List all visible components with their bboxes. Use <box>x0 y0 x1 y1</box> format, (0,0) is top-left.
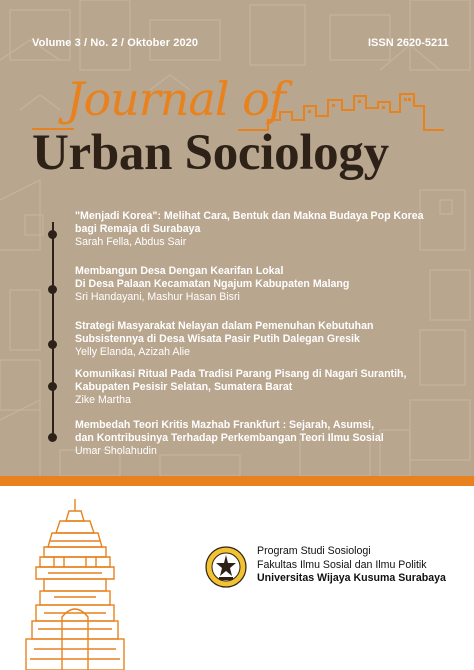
article-item[interactable] <box>75 265 455 304</box>
publisher-program: Program Studi Sosiologi <box>257 545 371 557</box>
article-title: dan Kontribusinya Terhadap Perkembangan Teori Ilmu Sosial <box>75 432 384 444</box>
article-item[interactable] <box>75 210 455 249</box>
journal-title-script: Journal of <box>66 72 285 126</box>
article-title: Di Desa Palaan Kecamatan Ngajum Kabupaten Malang <box>75 278 350 290</box>
article-title: Strategi Masyarakat Nelayan dalam Pemenuhan Kebutuhan <box>75 320 374 332</box>
article-title: "Menjadi Korea": Melihat Cara, Bentuk dan Makna Budaya Pop Korea <box>75 210 424 222</box>
issn-number: ISSN 2620-5211 <box>368 37 449 49</box>
article-bullet <box>48 230 57 239</box>
article-authors: Umar Sholahudin <box>75 445 157 457</box>
article-title: bagi Remaja di Surabaya <box>75 223 201 235</box>
article-bullet <box>48 382 57 391</box>
article-authors: Sri Handayani, Mashur Hasan Bisri <box>75 291 240 303</box>
article-title: Subsistennya di Desa Wisata Pasir Putih Dalegan Gresik <box>75 333 360 345</box>
article-title: Kabupaten Pesisir Selatan, Sumatera Barat <box>75 381 293 393</box>
publisher-university: Universitas Wijaya Kusuma Surabaya <box>257 572 446 584</box>
publisher-info <box>257 545 446 586</box>
article-title: Komunikasi Ritual Pada Tradisi Parang Pisang di Nagari Surantih, <box>75 368 407 380</box>
article-bullet <box>48 433 57 442</box>
article-timeline-line <box>52 222 54 440</box>
article-authors: Yelly Elanda, Azizah Alie <box>75 346 191 358</box>
journal-title-main: Urban Sociology <box>32 125 389 181</box>
article-item[interactable] <box>75 419 455 458</box>
article-title: Membedah Teori Kritis Mazhab Frankfurt : Sejarah, Asumsi, <box>75 419 375 431</box>
article-title: Membangun Desa Dengan Kearifan Lokal <box>75 265 284 277</box>
article-authors: Zike Martha <box>75 394 131 406</box>
article-authors: Sarah Fella, Abdus Sair <box>75 236 187 248</box>
article-item[interactable] <box>75 320 455 359</box>
article-bullet <box>48 340 57 349</box>
article-bullet <box>48 285 57 294</box>
article-item[interactable] <box>75 368 455 407</box>
publisher-faculty: Fakultas Ilmu Sosial dan Ilmu Politik <box>257 558 427 571</box>
university-seal-icon <box>205 546 247 588</box>
temple-gate-icon <box>14 497 136 670</box>
orange-divider-band <box>0 476 474 486</box>
issue-info: Volume 3 / No. 2 / Oktober 2020 <box>32 37 199 49</box>
